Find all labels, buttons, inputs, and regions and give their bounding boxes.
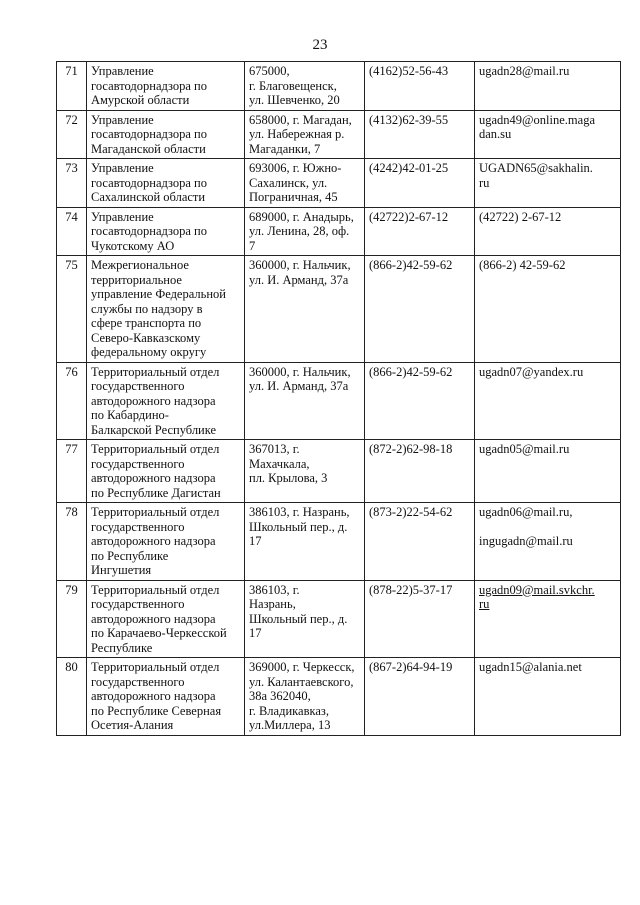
table-row (57, 110, 621, 159)
row-number: 73 (57, 159, 87, 208)
organization-name: Управление госавтодорнадзора по Амурской области (87, 62, 245, 111)
postal-address: 693006, г. Южно- Сахалинск, ул. Пограничная, 45 (245, 159, 365, 208)
table-row (57, 256, 621, 363)
phone-number: (42722)2-67-12 (365, 207, 475, 256)
organization-name: Межрегиональное территориальное управление Федеральной службы по надзору в сфере транспорта по Северо-Кавказскому федеральному округу (87, 256, 245, 363)
email-address: ugadn49@online.maga dan.su (475, 110, 621, 159)
email-address: ugadn15@alania.net (475, 658, 621, 736)
table-row (57, 440, 621, 503)
phone-number: (866-2)42-59-62 (365, 362, 475, 440)
postal-address: 658000, г. Магадан, ул. Набережная р. Магаданки, 7 (245, 110, 365, 159)
table-row (57, 503, 621, 581)
table-row (57, 580, 621, 658)
row-number: 77 (57, 440, 87, 503)
row-number: 80 (57, 658, 87, 736)
postal-address: 689000, г. Анадырь, ул. Ленина, 28, оф. 7 (245, 207, 365, 256)
organization-name: Территориальный отдел государственного автодорожного надзора по Карачаево-Черкесской Республике (87, 580, 245, 658)
phone-number: (878-22)5-37-17 (365, 580, 475, 658)
row-number: 72 (57, 110, 87, 159)
phone-number: (4242)42-01-25 (365, 159, 475, 208)
email-address: ugadn07@yandex.ru (475, 362, 621, 440)
row-number: 79 (57, 580, 87, 658)
email-address: (42722) 2-67-12 (475, 207, 621, 256)
table-row (57, 207, 621, 256)
phone-number: (872-2)62-98-18 (365, 440, 475, 503)
table-row (57, 658, 621, 736)
organization-name: Территориальный отдел государственного автодорожного надзора по Республике Северная Осетия-Алания (87, 658, 245, 736)
organization-name: Управление госавтодорнадзора по Магаданской области (87, 110, 245, 159)
phone-number: (4132)62-39-55 (365, 110, 475, 159)
registry-table (56, 61, 621, 736)
postal-address: 386103, г. Назрань, Школьный пер., д. 17 (245, 503, 365, 581)
email-address: ugadn09@mail.svkchr. ru (475, 580, 621, 658)
postal-address: 360000, г. Нальчик, ул. И. Арманд, 37а (245, 256, 365, 363)
postal-address: 360000, г. Нальчик, ул. И. Арманд, 37а (245, 362, 365, 440)
postal-address: 367013, г. Махачкала, пл. Крылова, 3 (245, 440, 365, 503)
table-row (57, 362, 621, 440)
table-row (57, 62, 621, 111)
row-number: 75 (57, 256, 87, 363)
table-row (57, 159, 621, 208)
phone-number: (866-2)42-59-62 (365, 256, 475, 363)
row-number: 76 (57, 362, 87, 440)
email-address: ugadn05@mail.ru (475, 440, 621, 503)
organization-name: Территориальный отдел государственного автодорожного надзора по Республике Ингушетия (87, 503, 245, 581)
email-address: ugadn06@mail.ru, ingugadn@mail.ru (475, 503, 621, 581)
postal-address: 675000, г. Благовещенск, ул. Шевченко, 20 (245, 62, 365, 111)
organization-name: Управление госавтодорнадзора по Чукотскому АО (87, 207, 245, 256)
postal-address: 386103, г. Назрань, Школьный пер., д. 17 (245, 580, 365, 658)
email-address: (866-2) 42-59-62 (475, 256, 621, 363)
email-address: UGADN65@sakhalin. ru (475, 159, 621, 208)
phone-number: (4162)52-56-43 (365, 62, 475, 111)
row-number: 78 (57, 503, 87, 581)
organization-name: Управление госавтодорнадзора по Сахалинской области (87, 159, 245, 208)
row-number: 74 (57, 207, 87, 256)
postal-address: 369000, г. Черкесск, ул. Калантаевского, 38а 362040, г. Владикавказ, ул.Миллера, 13 (245, 658, 365, 736)
phone-number: (867-2)64-94-19 (365, 658, 475, 736)
page-number: 23 (312, 37, 328, 53)
organization-name: Территориальный отдел государственного автодорожного надзора по Кабардино- Балкарской Республике (87, 362, 245, 440)
registry-body (57, 62, 621, 736)
email-address: ugadn28@mail.ru (475, 62, 621, 111)
row-number: 71 (57, 62, 87, 111)
phone-number: (873-2)22-54-62 (365, 503, 475, 581)
organization-name: Территориальный отдел государственного автодорожного надзора по Республике Дагистан (87, 440, 245, 503)
